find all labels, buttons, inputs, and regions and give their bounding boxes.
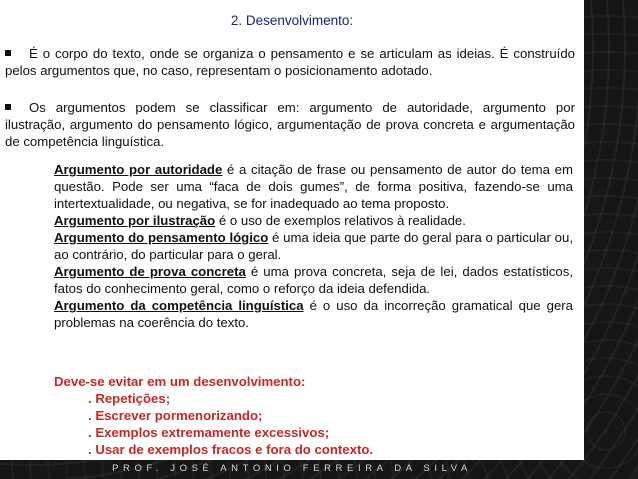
author-footer: PROF. JOSÉ ANTONIO FERREIRA DA SILVA [112, 463, 472, 474]
argument-term: Argumento por ilustração [54, 213, 216, 228]
avoid-heading: Deve-se evitar em um desenvolvimento: [54, 374, 306, 389]
argument-term: Argumento da competência linguística [54, 298, 304, 313]
square-bullet-icon [5, 104, 11, 110]
avoid-item: . Exemplos extremamente excessivos; [88, 425, 330, 440]
argument-definition: é o uso de exemplos relativos à realidade. [215, 213, 466, 228]
argument-item-linguistic-competence [54, 297, 573, 331]
square-bullet-icon [5, 50, 11, 56]
argument-definition: é uma ideia que parte do geral para o particular ou, ao contrário, do particular para o geral. [54, 230, 574, 262]
slide-title: 2. Desenvolvimento: [230, 13, 354, 28]
avoid-item: . Escrever pormenorizando; [88, 408, 263, 423]
argument-term: Argumento do pensamento lógico [54, 230, 269, 245]
avoid-item: . Usar de exemplos fracos e fora do contexto. [88, 442, 374, 457]
argument-item-illustration [54, 212, 573, 229]
argument-term: Argumento de prova concreta [54, 264, 246, 279]
argument-term: Argumento por autoridade [54, 162, 223, 177]
avoid-list [88, 390, 373, 458]
argument-item-logical-thinking [54, 229, 573, 263]
paragraph-classification-text: Os argumentos podem se classificar em: argumento de autoridade, argumento por ilustração, argumento do pensamento lógico, argumentação de prova concreta e argumentação de competência linguística. [5, 100, 575, 149]
paragraph-definition-text: É o corpo do texto, onde se organiza o pensamento e se articulam as ideias. É construído pelos argumentos que, no caso, representam o posicionamento adotado. [5, 46, 575, 78]
argument-definition: é a citação de frase ou pensamento de autor do tema em questão. Pode ser uma “faca de dois gumes”, de forma positiva, fazendo-se uma intertextualidade, ou negativa, se for inadequado ao tema proposto. [54, 162, 573, 211]
argument-definition: é o uso da incorreção gramatical que gera problemas na coerência do texto. [54, 298, 574, 330]
argument-definition: é uma prova concreta, seja de lei, dados estatísticos, fatos do conhecimento geral, como o reforço da ideia defendida. [54, 264, 573, 296]
paragraph-classification [5, 99, 575, 150]
argument-types-list [54, 161, 573, 331]
paragraph-definition [5, 45, 575, 79]
avoid-item: . Repetições; [88, 391, 171, 406]
argument-item-authority [54, 161, 573, 212]
argument-item-concrete-proof [54, 263, 573, 297]
